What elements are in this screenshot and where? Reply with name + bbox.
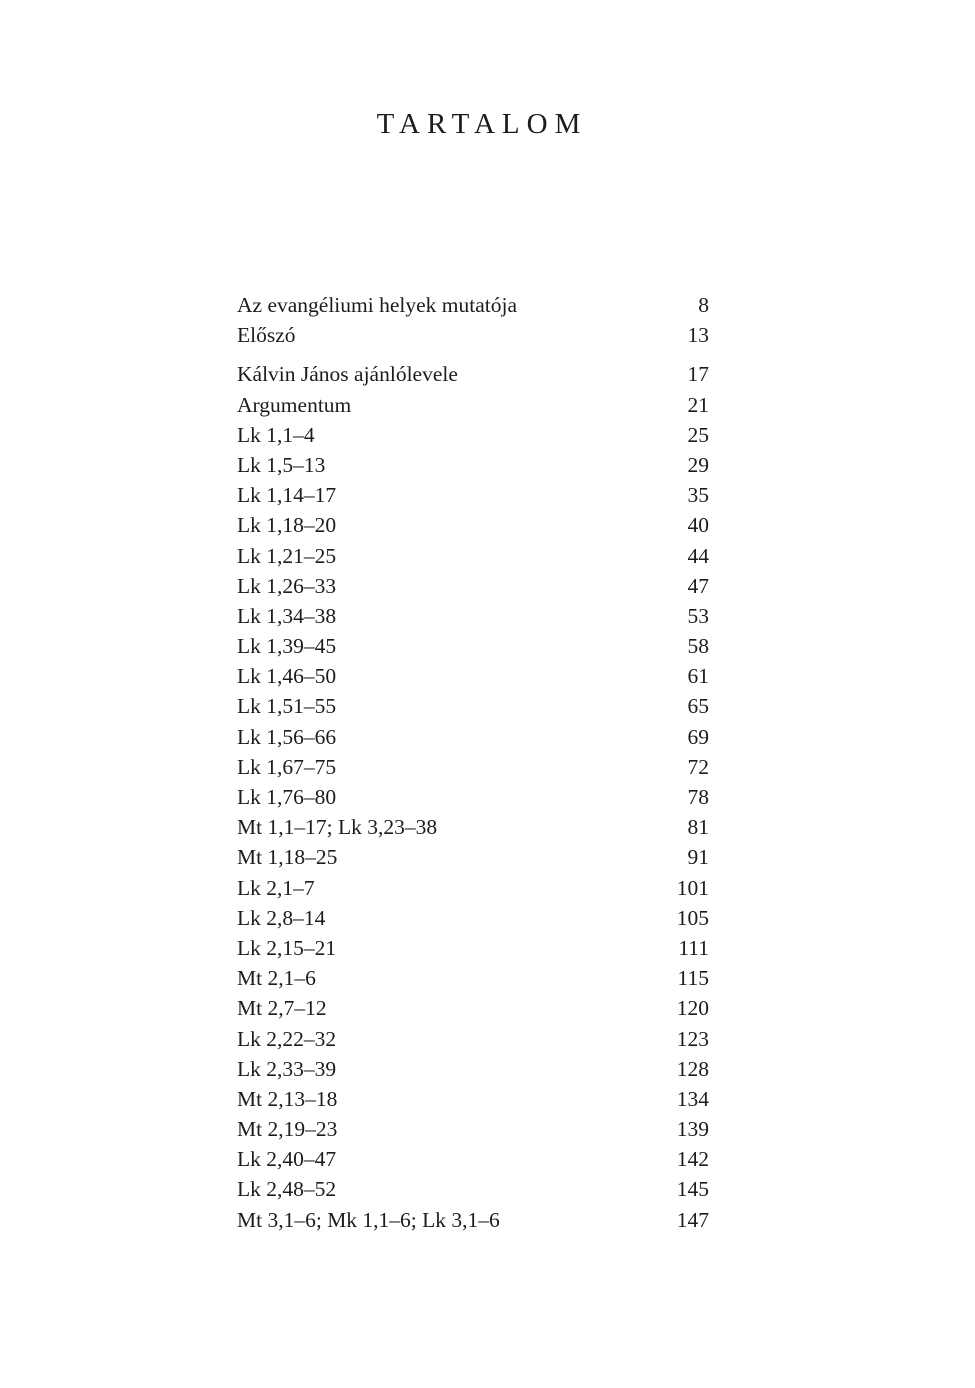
- toc-entry-label: Argumentum: [237, 392, 352, 417]
- toc-entry-label: Lk 1,5–13: [237, 452, 326, 477]
- toc-entry[interactable]: [237, 1174, 709, 1204]
- toc-entry[interactable]: [237, 812, 709, 842]
- toc-entry-label: Lk 1,76–80: [237, 785, 337, 809]
- toc-entry-label: Lk 2,1–7: [237, 875, 315, 900]
- toc-entry-label: Mt 2,13–18: [237, 1086, 338, 1111]
- toc-entry-page: 101: [676, 875, 709, 900]
- toc-entry[interactable]: [237, 510, 709, 540]
- toc-entry[interactable]: [237, 661, 709, 691]
- toc-entry[interactable]: [237, 420, 709, 450]
- toc-entry-page: 145: [676, 1177, 709, 1202]
- toc-entry-label: Lk 2,40–47: [237, 1147, 337, 1172]
- toc-entry-label: Lk 2,15–21: [237, 935, 337, 960]
- toc-entry-label: Lk 1,18–20: [237, 513, 337, 538]
- toc-entry-label: Az evangéliumi helyek mutatója: [237, 293, 518, 317]
- toc-entry-label: Lk 1,46–50: [237, 664, 337, 689]
- toc-entry[interactable]: [237, 1144, 709, 1174]
- toc-entry[interactable]: [237, 993, 709, 1023]
- toc-entry-page: 147: [676, 1207, 709, 1232]
- toc-entry-page: 123: [676, 1026, 709, 1051]
- toc-entry-label: Lk 1,26–33: [237, 573, 337, 598]
- toc-entry[interactable]: [237, 842, 709, 872]
- toc-entry-label: Lk 2,22–32: [237, 1026, 337, 1051]
- toc-entry-label: Előszó: [237, 323, 296, 348]
- toc-entry-page: 47: [687, 573, 709, 598]
- toc-entry-label: Lk 1,39–45: [237, 634, 337, 659]
- toc-entry-page: 128: [676, 1056, 709, 1081]
- toc-entry-page: 111: [678, 935, 709, 960]
- toc-entry-page: 105: [676, 905, 709, 930]
- toc-entry[interactable]: [237, 691, 709, 721]
- toc-entry-label: Mt 2,7–12: [237, 996, 327, 1021]
- toc-entry[interactable]: [237, 390, 709, 420]
- toc-entry-label: Lk 1,21–25: [237, 543, 337, 568]
- toc-entry-label: Lk 1,1–4: [237, 422, 315, 447]
- toc-entry-page: 81: [687, 815, 709, 840]
- toc-entry-page: 35: [687, 483, 709, 508]
- toc-entry-page: 120: [676, 996, 709, 1021]
- toc-entry-page: 142: [676, 1147, 709, 1172]
- toc-entry-page: 61: [687, 664, 709, 689]
- toc-entry[interactable]: [237, 480, 709, 510]
- toc-entry-page: 21: [687, 392, 709, 417]
- toc-entry[interactable]: [237, 1054, 709, 1084]
- toc-entry[interactable]: [237, 782, 709, 812]
- toc-entry-label: Lk 1,56–66: [237, 724, 337, 749]
- toc-entry-label: Lk 1,67–75: [237, 754, 337, 779]
- toc-entry-page: 40: [687, 513, 709, 538]
- toc-entry-page: 91: [687, 845, 709, 870]
- toc-entry-page: 17: [687, 362, 709, 387]
- toc-entry[interactable]: [237, 752, 709, 782]
- toc-entry-page: 29: [687, 452, 709, 477]
- toc-entry-label: Lk 2,48–52: [237, 1177, 337, 1202]
- toc-entry[interactable]: [237, 571, 709, 601]
- toc-entry-page: 8: [698, 293, 709, 317]
- toc-entry[interactable]: [237, 1024, 709, 1054]
- toc-entry-page: 69: [687, 724, 709, 749]
- toc-entry[interactable]: [237, 541, 709, 571]
- toc-entry-label: Lk 1,34–38: [237, 603, 337, 628]
- toc-entry[interactable]: [237, 903, 709, 933]
- toc-entry[interactable]: [237, 359, 709, 389]
- toc-entry-page: 72: [687, 754, 709, 779]
- toc-entry-label: Lk 1,14–17: [237, 483, 337, 508]
- toc-entry-page: 53: [687, 603, 709, 628]
- toc-entry-page: 25: [687, 422, 709, 447]
- toc-entry-label: Mt 3,1–6; Mk 1,1–6; Lk 3,1–6: [237, 1207, 500, 1232]
- toc-entry[interactable]: [237, 722, 709, 752]
- page-title: TARTALOM: [376, 108, 588, 140]
- toc-entry[interactable]: [237, 320, 709, 350]
- toc-entry-page: 13: [687, 323, 709, 348]
- toc-entry[interactable]: [237, 1205, 709, 1235]
- toc-entry[interactable]: [237, 290, 709, 320]
- toc-entry-label: Lk 2,33–39: [237, 1056, 337, 1081]
- toc-entry[interactable]: [237, 631, 709, 661]
- toc-entry-label: Mt 1,1–17; Lk 3,23–38: [237, 815, 438, 840]
- table-of-contents: [237, 290, 709, 1235]
- toc-entry-page: 78: [687, 785, 709, 809]
- toc-entry-page: 139: [676, 1117, 709, 1142]
- toc-entry[interactable]: [237, 933, 709, 963]
- toc-entry[interactable]: [237, 1114, 709, 1144]
- toc-entry-page: 58: [687, 634, 709, 659]
- toc-entry[interactable]: [237, 601, 709, 631]
- toc-entry-label: Mt 2,1–6: [237, 966, 316, 991]
- toc-entry-label: Lk 1,51–55: [237, 694, 337, 719]
- toc-entry-page: 65: [687, 694, 709, 719]
- toc-entry-page: 134: [676, 1086, 709, 1111]
- toc-entry[interactable]: [237, 873, 709, 903]
- toc-entry-page: 44: [687, 543, 709, 568]
- toc-entry-label: Mt 2,19–23: [237, 1117, 338, 1142]
- toc-entry[interactable]: [237, 1084, 709, 1114]
- toc-entry-label: Kálvin János ajánlólevele: [237, 362, 458, 387]
- toc-entry[interactable]: [237, 963, 709, 993]
- toc-entry-label: Lk 2,8–14: [237, 905, 326, 930]
- toc-entry-label: Mt 1,18–25: [237, 845, 338, 870]
- toc-entry-page: 115: [677, 966, 709, 991]
- toc-entry[interactable]: [237, 450, 709, 480]
